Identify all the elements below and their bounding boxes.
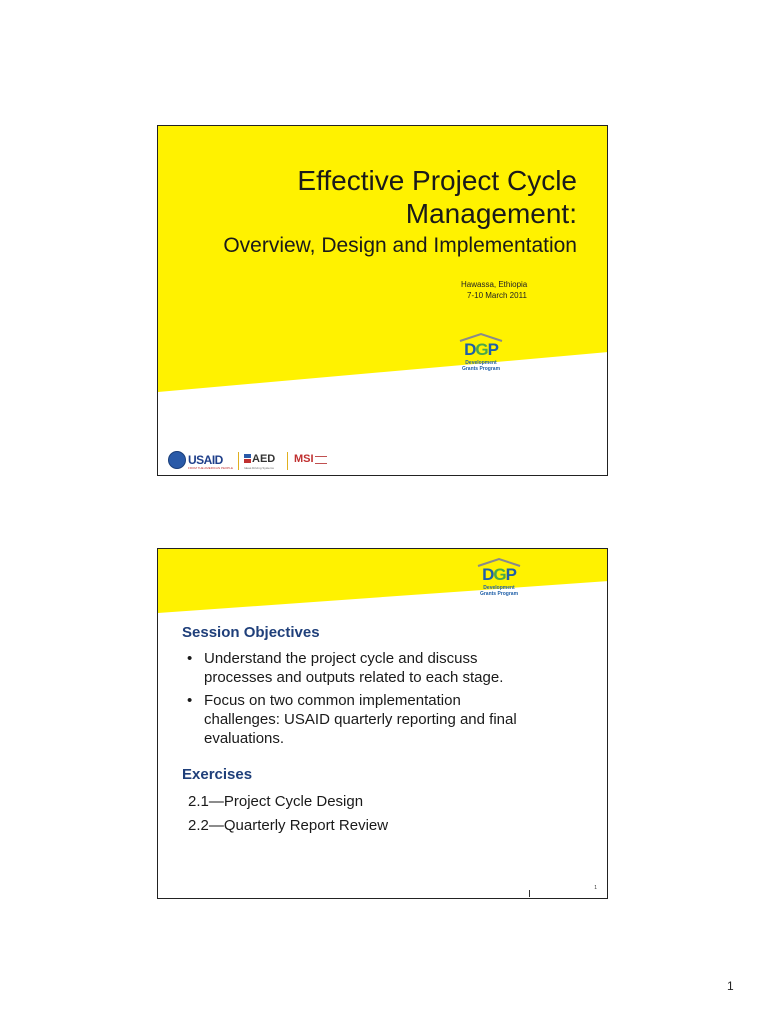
dgp-subtitle: Development Grants Program bbox=[461, 360, 501, 372]
dgp-letters: DGP bbox=[482, 565, 516, 584]
objectives-list bbox=[182, 649, 582, 752]
logo-divider bbox=[287, 452, 288, 470]
list-item: • Focus on two common implementation challenges: USAID quarterly reporting and final evaluations. bbox=[187, 692, 517, 747]
list-item: • Understand the project cycle and discuss processes and outputs related to each stage. bbox=[187, 650, 504, 686]
slide-session-objectives bbox=[157, 548, 608, 899]
bullet-icon: • bbox=[187, 692, 193, 709]
page-number: 1 bbox=[727, 979, 734, 993]
exercise-item: 2.2—Quarterly Report Review bbox=[188, 817, 389, 834]
title-line-2: Management: bbox=[405, 198, 577, 229]
logo-divider bbox=[238, 452, 239, 470]
edge-mark bbox=[529, 890, 530, 897]
slide-subtitle: Overview, Design and Implementation bbox=[223, 234, 577, 257]
aed-logo: AED bbox=[252, 453, 276, 465]
section-heading-exercises: Exercises bbox=[182, 766, 253, 783]
aed-mark-icon bbox=[244, 454, 251, 463]
msi-logo: MSI bbox=[294, 453, 314, 465]
event-date: 7-10 March 2011 bbox=[467, 291, 527, 300]
slide-title bbox=[157, 125, 608, 476]
slide-number: 1 bbox=[594, 885, 597, 891]
dgp-logo bbox=[472, 557, 526, 597]
msi-mark-icon bbox=[315, 456, 327, 464]
dgp-letters: DGP bbox=[464, 340, 498, 359]
aed-tagline: Ideas Driving Systems bbox=[244, 466, 274, 470]
event-location: Hawassa, Ethiopia bbox=[461, 280, 528, 289]
exercise-item: 2.1—Project Cycle Design bbox=[188, 793, 364, 810]
dgp-subtitle: Development Grants Program bbox=[479, 585, 519, 597]
bullet-icon: • bbox=[187, 650, 193, 667]
usaid-seal-icon bbox=[168, 451, 186, 469]
title-line-1: Effective Project Cycle bbox=[297, 165, 577, 196]
dgp-logo bbox=[454, 332, 508, 372]
usaid-tagline: FROM THE AMERICAN PEOPLE bbox=[188, 466, 233, 470]
slide-title-text bbox=[177, 164, 577, 230]
usaid-logo: USAID bbox=[188, 453, 223, 467]
section-heading-objectives: Session Objectives bbox=[182, 624, 320, 641]
